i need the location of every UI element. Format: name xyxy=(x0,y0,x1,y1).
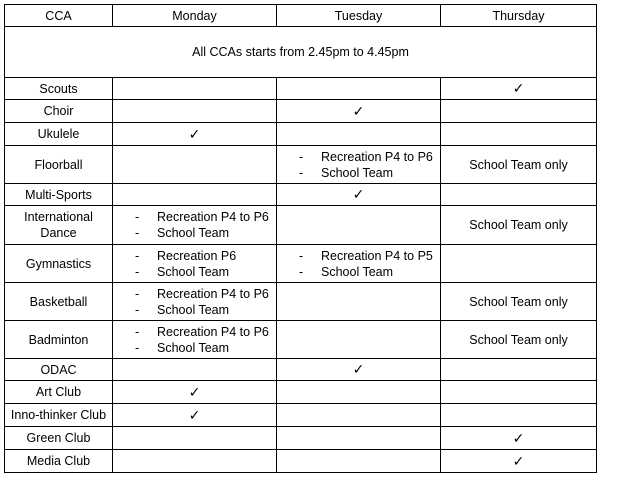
cell-monday xyxy=(113,206,277,245)
cell-tuesday xyxy=(277,359,441,381)
cell-tuesday xyxy=(277,206,441,245)
session-item: - Recreation P4 to P6 xyxy=(135,324,272,340)
cell-note: School Team only xyxy=(469,157,568,172)
cell-tuesday xyxy=(277,404,441,427)
cell-thursday xyxy=(441,146,597,184)
table-row xyxy=(5,100,597,123)
cell-thursday xyxy=(441,359,597,381)
check-icon: ✓ xyxy=(352,186,365,202)
check-icon: ✓ xyxy=(512,80,525,96)
cell-monday xyxy=(113,184,277,206)
cell-tuesday xyxy=(277,146,441,184)
cca-name: Ukulele xyxy=(5,123,113,146)
cca-name: ODAC xyxy=(5,359,113,381)
cell-thursday xyxy=(441,404,597,427)
cell-monday xyxy=(113,245,277,283)
cell-tuesday xyxy=(277,100,441,123)
cell-monday xyxy=(113,78,277,100)
check-icon: ✓ xyxy=(512,452,525,469)
table-row xyxy=(5,359,597,381)
session-list xyxy=(117,286,272,318)
table-row xyxy=(5,404,597,427)
cell-tuesday xyxy=(277,321,441,359)
cca-name: Badminton xyxy=(5,321,113,359)
table-row xyxy=(5,427,597,450)
cell-monday xyxy=(113,283,277,321)
table-row xyxy=(5,206,597,245)
cell-thursday xyxy=(441,245,597,283)
cell-tuesday xyxy=(277,78,441,100)
timing-note: All CCAs starts from 2.45pm to 4.45pm xyxy=(5,27,597,78)
cell-monday xyxy=(113,359,277,381)
cell-tuesday xyxy=(277,381,441,404)
cell-thursday xyxy=(441,184,597,206)
session-item: - School Team xyxy=(299,165,436,181)
cell-tuesday xyxy=(277,283,441,321)
session-list xyxy=(117,324,272,356)
session-list xyxy=(281,149,436,181)
check-icon: ✓ xyxy=(512,429,525,446)
cca-name: Scouts xyxy=(5,78,113,100)
table-row xyxy=(5,245,597,283)
session-item: - School Team xyxy=(135,264,272,280)
session-list xyxy=(117,248,272,280)
table-row xyxy=(5,321,597,359)
cell-thursday xyxy=(441,100,597,123)
table-row xyxy=(5,146,597,184)
cell-note: School Team only xyxy=(469,332,568,347)
cca-name: Multi-Sports xyxy=(5,184,113,206)
session-list xyxy=(117,209,272,241)
cca-name: International Dance xyxy=(5,206,113,245)
session-item: - Recreation P4 to P6 xyxy=(135,286,272,302)
cell-tuesday xyxy=(277,450,441,473)
table-row xyxy=(5,184,597,206)
check-icon: ✓ xyxy=(188,125,201,142)
cell-thursday xyxy=(441,78,597,100)
cell-thursday xyxy=(441,381,597,404)
check-icon: ✓ xyxy=(188,383,201,400)
table-row xyxy=(5,381,597,404)
session-item: - Recreation P4 to P5 xyxy=(299,248,436,264)
cell-monday xyxy=(113,450,277,473)
cell-thursday xyxy=(441,123,597,146)
cca-name: Art Club xyxy=(5,381,113,404)
header-cca: CCA xyxy=(5,5,113,27)
cell-tuesday xyxy=(277,427,441,450)
cell-monday xyxy=(113,321,277,359)
session-item: - Recreation P4 to P6 xyxy=(299,149,436,165)
cell-tuesday xyxy=(277,123,441,146)
cell-tuesday xyxy=(277,184,441,206)
table-row xyxy=(5,450,597,473)
session-item: - School Team xyxy=(135,225,272,241)
cca-name: Gymnastics xyxy=(5,245,113,283)
cell-monday xyxy=(113,381,277,404)
session-item: - School Team xyxy=(135,302,272,318)
session-item: - Recreation P4 to P6 xyxy=(135,209,272,225)
cell-monday xyxy=(113,146,277,184)
session-item: - Recreation P6 xyxy=(135,248,272,264)
table-row xyxy=(5,123,597,146)
cca-name: Green Club xyxy=(5,427,113,450)
table-row xyxy=(5,283,597,321)
session-item: - School Team xyxy=(299,264,436,280)
cell-thursday xyxy=(441,283,597,321)
check-icon: ✓ xyxy=(188,406,201,423)
session-list xyxy=(281,248,436,280)
cell-note: School Team only xyxy=(469,294,568,309)
cell-monday xyxy=(113,427,277,450)
cell-monday xyxy=(113,123,277,146)
header-monday: Monday xyxy=(113,5,277,27)
session-item: - School Team xyxy=(135,340,272,356)
cca-name: Inno-thinker Club xyxy=(5,404,113,427)
cca-name: Basketball xyxy=(5,283,113,321)
cell-monday xyxy=(113,404,277,427)
header-thursday: Thursday xyxy=(441,5,597,27)
header-tuesday: Tuesday xyxy=(277,5,441,27)
cca-name: Media Club xyxy=(5,450,113,473)
cell-note: School Team only xyxy=(469,218,568,232)
cell-thursday xyxy=(441,450,597,473)
cca-schedule-table xyxy=(4,4,597,473)
check-icon: ✓ xyxy=(352,361,365,377)
timing-note-row xyxy=(5,27,597,78)
cca-name: Floorball xyxy=(5,146,113,184)
table-row xyxy=(5,78,597,100)
header-row xyxy=(5,5,597,27)
cell-thursday xyxy=(441,427,597,450)
cell-monday xyxy=(113,100,277,123)
cell-tuesday xyxy=(277,245,441,283)
cca-name: Choir xyxy=(5,100,113,123)
cell-thursday xyxy=(441,206,597,245)
check-icon: ✓ xyxy=(352,102,365,119)
cell-thursday xyxy=(441,321,597,359)
